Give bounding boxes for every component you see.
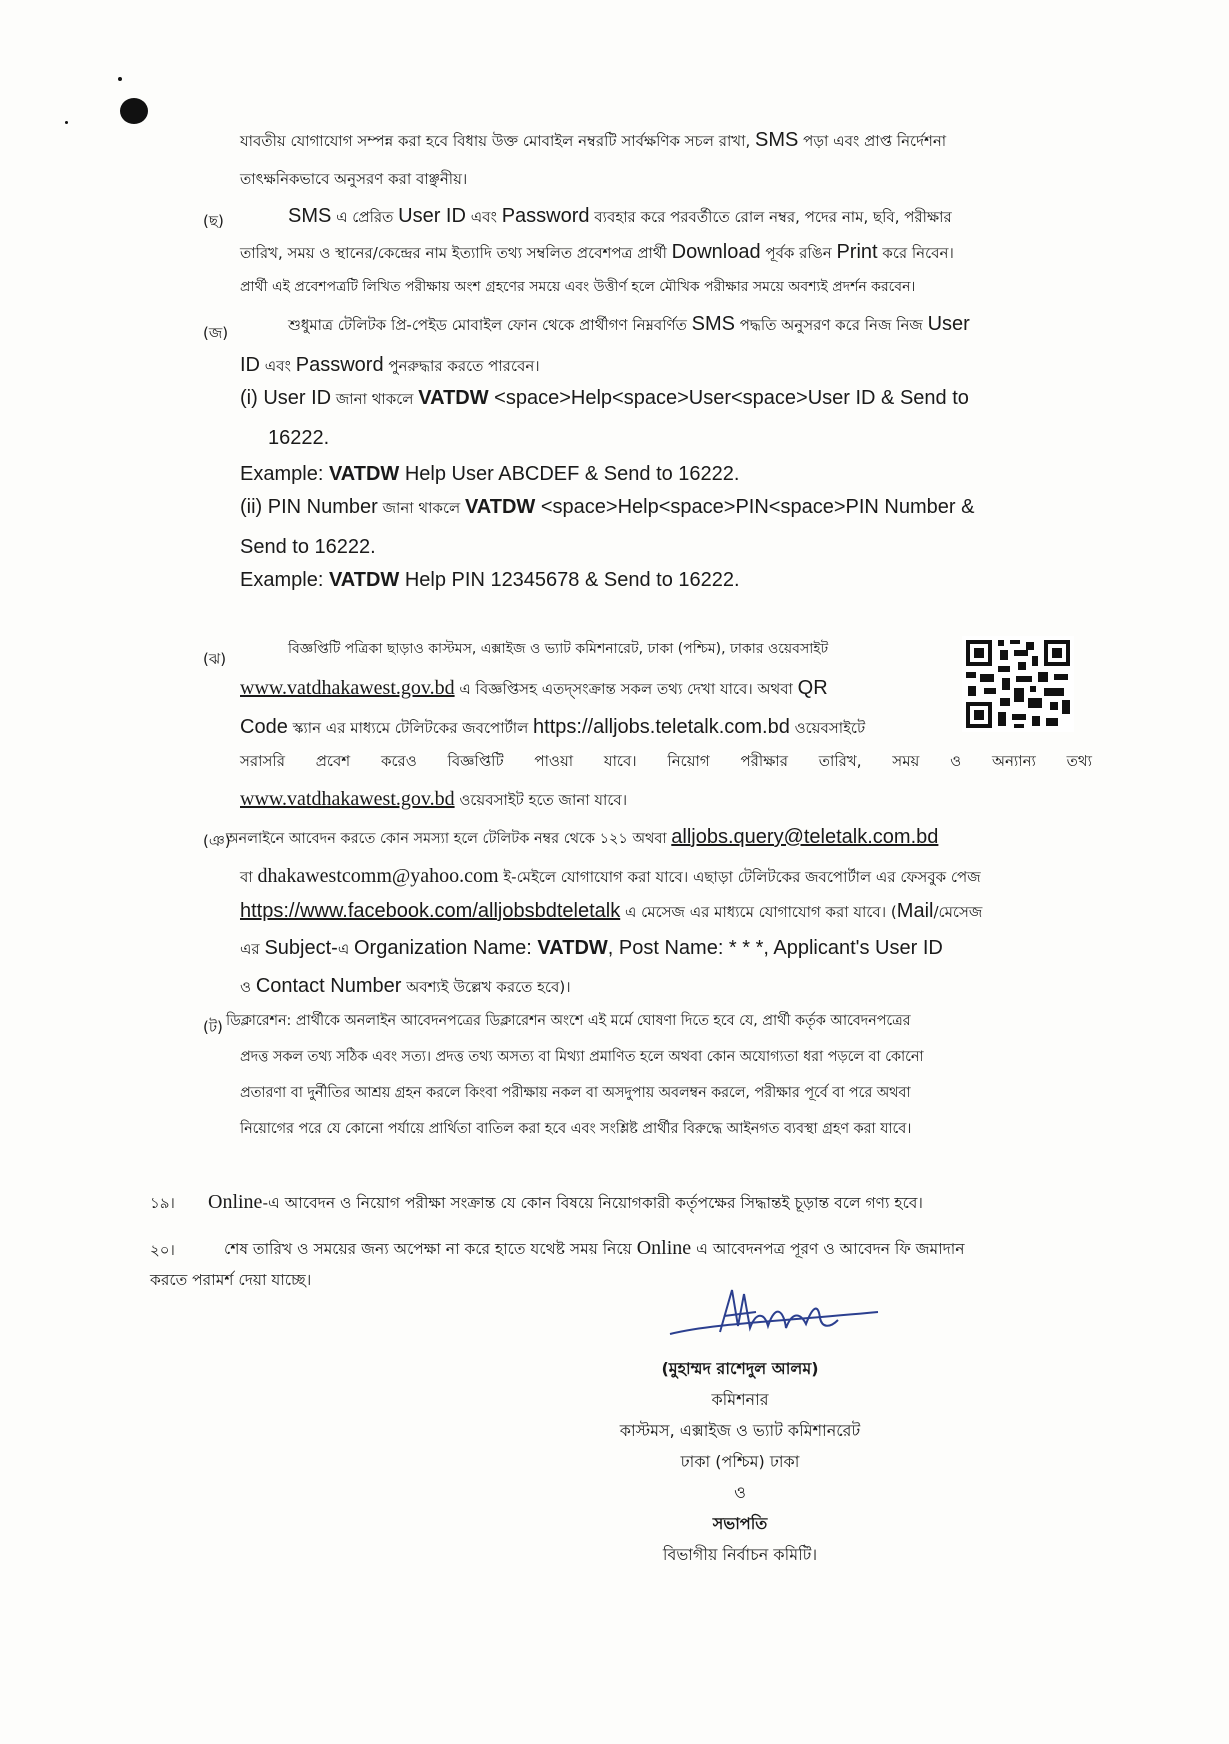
facebook-link[interactable]: https://www.facebook.com/alljobsbdteletalk xyxy=(240,900,621,922)
item-jha-line-5: www.vatdhakawest.gov.bd ওয়েবসাইট হতে জানা যাবে। xyxy=(240,788,628,810)
dot-mark xyxy=(118,77,122,81)
item-nya-line-5: ও Contact Number অবশ্যই উল্লেখ করতে হবে)। xyxy=(240,975,571,997)
item-ta-line-2: প্রদত্ত সকল তথ্য সঠিক এবং সত্য। প্রদত্ত তথ্য অসত্য বা মিথ্যা প্রমাণিত হলে অথবা কোন অযোগ্যতা ধরা পড়লে বা কোনো xyxy=(240,1049,924,1065)
email-link[interactable]: dhakawestcomm@yahoo.com xyxy=(257,865,499,887)
continuation-line-2: তাৎক্ষনিকভাবে অনুসরণ করা বাঞ্ছনীয়। xyxy=(240,170,468,188)
email-link[interactable]: alljobs.query@teletalk.com.bd xyxy=(671,826,939,848)
item-ta-line-1: ডিক্লারেশন: প্রার্থীকে অনলাইন আবেদনপত্রের ডিক্লারেশন অংশে এই মর্মে ঘোষণা দিতে হবে যে, প্রার্থী কর্তৃক আবেদনপত্রের xyxy=(226,1013,911,1029)
item-cha-line-2: তারিখ, সময় ও স্থানের/কেন্দ্রের নাম ইত্যাদি তথ্য সম্বলিত প্রবেশপত্র প্রার্থী Download পূর্বক রঙিন Print করে নিবেন। xyxy=(240,241,954,263)
signatory-office: কাস্টমস, এক্সাইজ ও ভ্যাট কমিশানরেট xyxy=(619,1421,861,1440)
item-ta-line-3: প্রতারণা বা দুর্নীতির আশ্রয় গ্রহন করলে কিংবা পরীক্ষায় নকল বা অসদুপায় অবলম্বন করলে, পরীক্ষার পূর্বে বা পরে অথবা xyxy=(240,1085,911,1101)
paragraph-19: Online-এ আবেদন ও নিয়োগ পরীক্ষা সংক্রান্ত যে কোন বিষয়ে নিয়োগকারী কর্তৃপক্ষের সিদ্ধান্তই চূড়ান্ত বলে গণ্য হবে। xyxy=(208,1191,923,1213)
item-cha-line-1: SMS এ প্রেরিত User ID এবং Password ব্যবহার করে পরবর্তীতে রোল নম্বর, পদের নাম, ছবি, পরীক্ষার xyxy=(288,205,952,227)
teletalk-portal-link[interactable]: https://alljobs.teletalk.com.bd xyxy=(533,716,790,738)
sms-example-user: Example: VATDW Help User ABCDEF & Send to 16222. xyxy=(240,463,740,485)
item-marker-ja: (জ) xyxy=(203,324,229,342)
website-link[interactable]: www.vatdhakawest.gov.bd xyxy=(240,677,455,699)
signatory-title: কমিশনার xyxy=(711,1390,769,1409)
signatory-name: (মুহাম্মদ রাশেদুল আলম) xyxy=(661,1359,819,1378)
sms-format-user-id-line-2: 16222. xyxy=(268,427,330,449)
sms-format-pin-line-2: Send to 16222. xyxy=(240,536,376,558)
signatory-conjunction: ও xyxy=(734,1483,746,1502)
item-jha-line-3: Code স্ক্যান এর মাধ্যমে টেলিটকের জবপোর্টাল https://alljobs.teletalk.com.bd ওয়েবসাইটে xyxy=(240,716,866,738)
item-cha-line-3: প্রার্থী এই প্রবেশপত্রটি লিখিত পরীক্ষায় অংশ গ্রহণের সময়ে এবং উত্তীর্ণ হলে মৌখিক পরীক্ষার সময়ে অবশ্যই প্রদর্শন করবেন। xyxy=(240,279,916,295)
paragraph-20-line-2: করতে পরামর্শ দেয়া যাচ্ছে। xyxy=(150,1271,312,1289)
signatory-office-location: ঢাকা (পশ্চিম) ঢাকা xyxy=(680,1452,800,1471)
item-marker-jha: (ঝ) xyxy=(203,650,227,668)
continuation-line-1: যাবতীয় যোগাযোগ সম্পন্ন করা হবে বিধায় উক্ত মোবাইল নম্বরটি সার্বক্ষণিক সচল রাখা, SMS পড়া এবং প্রাপ্ত নির্দেশনা xyxy=(240,129,947,151)
website-link[interactable]: www.vatdhakawest.gov.bd xyxy=(240,788,455,810)
item-nya-line-4: এর Subject-এ Organization Name: VATDW, Post Name: * * *, Applicant's User ID xyxy=(240,937,943,959)
item-nya-line-3: https://www.facebook.com/alljobsbdteletalk এ মেসেজ এর মাধ্যমে যোগাযোগ করা যাবে। (Mail/মেসেজ xyxy=(240,900,983,922)
qr-code-icon[interactable] xyxy=(962,636,1074,732)
punch-hole-mark xyxy=(120,98,148,124)
item-nya-line-1: অনলাইনে আবেদন করতে কোন সমস্যা হলে টেলিটক নম্বর থেকে ১২১ অথবা alljobs.query@teletalk.com.bd xyxy=(226,826,939,848)
paragraph-19-number: ১৯। xyxy=(150,1194,175,1212)
item-jha-line-4: সরাসরি প্রবেশ করেও বিজ্ঞপ্তিটি পাওয়া যাবে। নিয়োগ পরীক্ষার তারিখ, সময় ও অন্যান্য তথ্য xyxy=(240,752,1092,770)
item-ja-line-1: শুধুমাত্র টেলিটক প্রি-পেইড মোবাইল ফোন থেকে প্রার্থীগণ নিম্নবর্ণিত SMS পদ্ধতি অনুসরণ করে নিজ নিজ User xyxy=(288,313,970,335)
signatory-title-2: সভাপতি xyxy=(712,1514,768,1533)
item-marker-nya: (ঞ) xyxy=(203,832,231,850)
sms-format-user-id: (i) User ID জানা থাকলে VATDW <space>Help<space>User<space>User ID & Send to xyxy=(240,387,969,409)
paragraph-20-line-1: শেষ তারিখ ও সময়ের জন্য অপেক্ষা না করে হাতে যথেষ্ট সময় নিয়ে Online এ আবেদনপত্র পূরণ ও আবেদন ফি জমাদান xyxy=(224,1237,965,1259)
sms-format-pin: (ii) PIN Number জানা থাকলে VATDW <space>Help<space>PIN<space>PIN Number & xyxy=(240,496,975,518)
sms-example-pin: Example: VATDW Help PIN 12345678 & Send to 16222. xyxy=(240,569,740,591)
item-ta-line-4: নিয়োগের পরে যে কোনো পর্যায়ে প্রার্থিতা বাতিল করা হবে এবং সংশ্লিষ্ট প্রার্থীর বিরুদ্ধে আইনগত ব্যবস্থা গ্রহণ করা যাবে। xyxy=(240,1121,912,1137)
item-nya-line-2: বা dhakawestcomm@yahoo.com ই-মেইলে যোগাযোগ করা যাবে। এছাড়া টেলিটকের জবপোর্টাল এর ফেসবুক পেজ xyxy=(240,865,981,887)
signatory-committee: বিভাগীয় নির্বাচন কমিটি। xyxy=(662,1545,818,1564)
item-jha-line-2: www.vatdhakawest.gov.bd এ বিজ্ঞপ্তিসহ এতদ্‌সংক্রান্ত সকল তথ্য দেখা যাবে। অথবা QR xyxy=(240,677,828,699)
dot-mark xyxy=(65,121,68,124)
item-jha-line-1: বিজ্ঞপ্তিটি পত্রিকা ছাড়াও কাস্টমস, এক্সাইজ ও ভ্যাট কমিশনারেট, ঢাকা (পশ্চিম), ঢাকার ওয়েবসাইট xyxy=(288,641,829,657)
item-marker-cha: (ছ) xyxy=(203,212,224,230)
signature-image xyxy=(660,1282,890,1352)
item-ja-line-2: ID এবং Password পুনরুদ্ধার করতে পারবেন। xyxy=(240,354,540,376)
paragraph-20-number: ২০। xyxy=(150,1241,175,1259)
item-marker-ta: (ট) xyxy=(203,1018,223,1036)
